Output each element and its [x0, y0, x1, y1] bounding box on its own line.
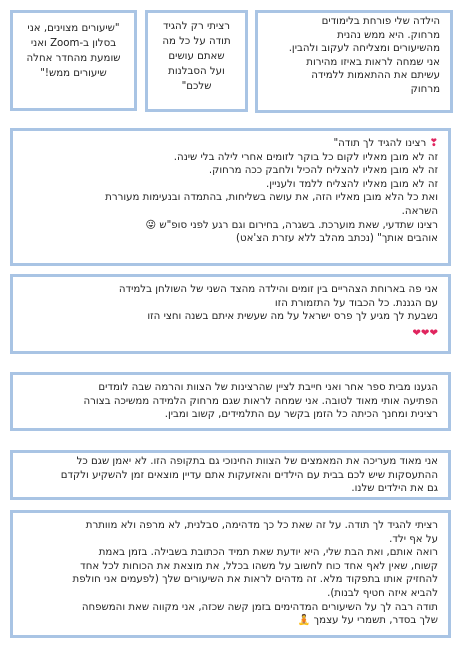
- note-line: קשוח, שאין לאף אחד כוח לחשוב על משהו בכלל, את מוצאת את הכוחות לכל אחד: [80, 560, 438, 572]
- note-zoom-lessons: [10, 10, 137, 111]
- note-line: שלכם": [181, 81, 212, 92]
- note-line: ועל הסבלנות: [168, 66, 225, 77]
- note-line: תודה רבה לך על השיעורים המדהימים בזמן קשה שכזה, אני מקווה שאת והמשפחה: [81, 601, 438, 613]
- note-line: רצינו להגיד לך תודה": [333, 138, 427, 149]
- note-line: בסלון ב-Zoom ואני: [30, 38, 117, 49]
- note-line: מהשיעורים ומצליחה לעקוב ולהבין.: [288, 43, 440, 55]
- note-line: רואה אותם, ואת הבת שלי, היא יודעת שאת תמיד הכתובת בשבילה. בזמן באמת: [98, 547, 438, 559]
- note-line: גם את הילדים שלנו.: [351, 483, 438, 495]
- note-line: השראה.: [401, 205, 438, 217]
- note-line: רצינו שתדעי, שאת מוערכת. בשגרה, בחירום וגם רגע לפני סופ"ש: [159, 219, 438, 231]
- note-line: זה לא מובן מאליו להצליח להכיל ולחבק ככה מרחוק.: [208, 165, 438, 177]
- note-line: ההתעסקות שיש לכם בבית עם הילדים והאזעקות אתם עדיין מוצאים זמן להשקיע ולקדם: [60, 469, 438, 481]
- note-line: להחזיק אותו בתפקוד מלא. זה מדהים לראות את השיעורים שלך (לפעמים אני חולפת: [72, 574, 438, 586]
- note-line: עם הגננת. כל הכבוד על התזמורת הזו: [274, 297, 438, 309]
- woman-in-lotus-icon: 🧘: [297, 615, 311, 627]
- note-line: הגענו מבית ספר אחר ואני חייבת לציין שהרצינות של הצוות והרמה שבה לומדים: [98, 382, 438, 393]
- note-line: רצינית ומחנך הכיתה כל הזמן בקשר עם התלמידים, קשוב ומבין.: [164, 409, 438, 421]
- note-line: הפתיעה אותי מאוד לטובה. אני שמחה לראות שגם מרחוק הלמידה ממשיכה בצורה: [83, 395, 438, 407]
- note-line: שיעורים ממש!": [40, 68, 107, 79]
- note-thanks-patience: [145, 10, 248, 112]
- winking-face-icon: 😜: [145, 219, 157, 231]
- note-we-wanted-to-thank: [10, 128, 451, 266]
- note-appreciation: [10, 450, 451, 500]
- note-line: רציתי להגיד לך תודה. על זה שאת כל כך מדהימה, סבלנית, לא מרפה ולא מוותרת: [85, 520, 438, 531]
- note-line: עשיתם את ההתאמות ללמידה: [311, 70, 440, 82]
- note-line: על אף ילד.: [389, 533, 438, 545]
- note-long-thanks: [10, 510, 451, 638]
- note-line-with-emoji: [21, 219, 438, 233]
- red-heart-icon: ❣: [429, 138, 438, 149]
- note-line: אוהבים אותך" (נכתב מהלב ללא עזרת הצ'אט): [236, 233, 438, 245]
- note-line: אני מאוד מעריכה את המאמצים של הצוות החינוכי גם בתקופה הזו. לא יאמן שגם כל: [76, 456, 438, 467]
- note-line: אני פה בארוחת הצהריים בין זומים והילדה מהצד השני של השולחן בלמידה: [118, 284, 438, 295]
- note-line: זה לא מובן מאליו להצליח ללמד ולעניין.: [265, 178, 438, 190]
- note-line: זה לא מובן מאליו לקום כל בוקר לזומים אחרי לילה בלי שינה.: [173, 151, 438, 163]
- note-line: "שיעורים מצוינים, אני: [27, 23, 120, 34]
- note-line: שלך בסדר, תשמרי על עצמך: [313, 615, 438, 627]
- note-line: שאתם עושים: [168, 51, 225, 62]
- note-line: מרחוק. היא ממש נהנית: [337, 29, 440, 41]
- note-lunch-zoom: [10, 274, 451, 354]
- note-line: אני שמחה לראות באיזו מהירות: [306, 56, 440, 68]
- note-line: הילדה שלי פורחת בלימודים: [321, 16, 440, 27]
- note-line: נשבעת לך מגיע לך פרס ישראל על מה שעשית איתם בשנה וחצי הזו: [147, 311, 438, 323]
- note-first-line: [21, 137, 438, 151]
- note-line: ואת כל הלא מובן מאליו הזה, את עושה בשליחות, בהתמדה ובנעימות מעוררת: [105, 192, 438, 204]
- note-line: מרחוק: [410, 83, 440, 95]
- note-last-line: [21, 614, 438, 628]
- note-line: להביא איזה חטיף לבנות).: [327, 587, 438, 599]
- note-feedback-daughter: [255, 10, 453, 113]
- three-hearts-icon: ❤❤❤: [412, 327, 438, 339]
- note-line: תודה על כל מה: [162, 36, 231, 47]
- note-line: שומעת מהחדר אחלה: [26, 53, 121, 64]
- note-new-school: [10, 372, 451, 431]
- note-line: רציתי רק להגיד: [163, 21, 230, 32]
